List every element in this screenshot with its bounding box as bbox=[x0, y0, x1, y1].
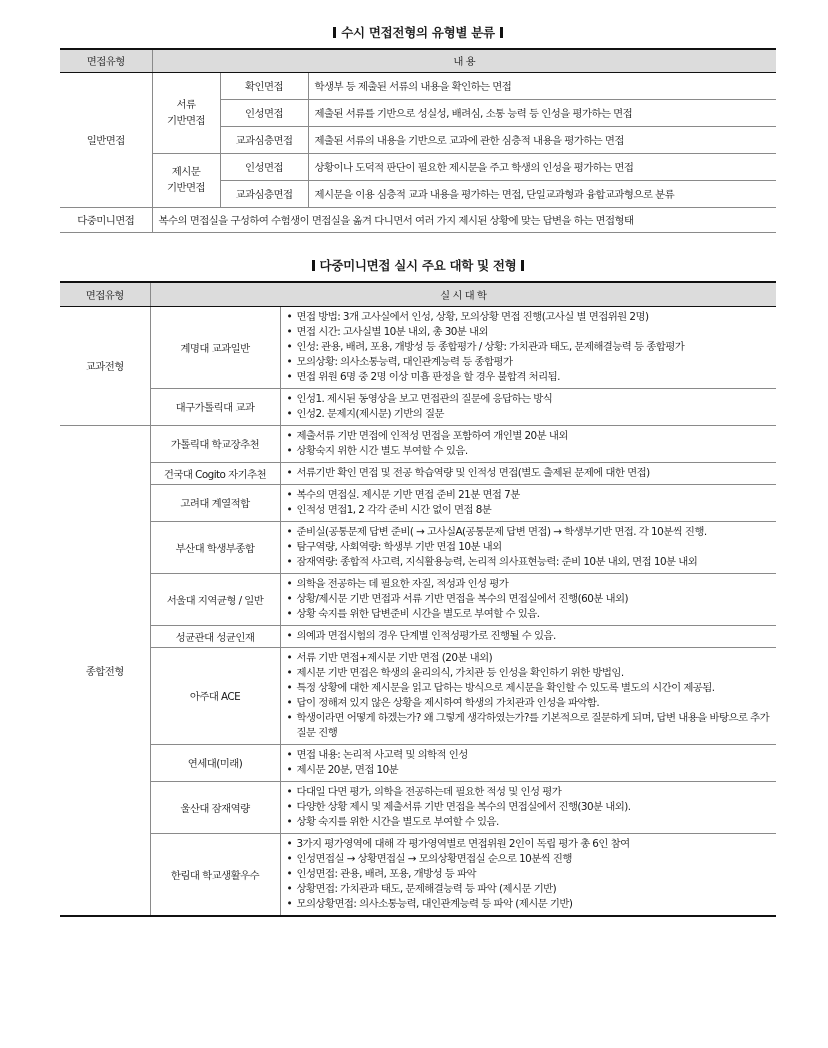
detail-list bbox=[287, 748, 771, 778]
list-item: • 상황 숙지를 위한 시간을 별도로 부여할 수 있음. bbox=[287, 815, 771, 830]
list-item: • 인적성 면접1, 2 각각 준비 시간 없이 면접 8분 bbox=[287, 503, 771, 518]
detail-list bbox=[287, 785, 771, 830]
list-item: • 특정 상황에 대한 제시문을 읽고 답하는 방식으로 제시문을 확인할 수 있도록 별도의 시간이 제공됨. bbox=[287, 681, 771, 696]
table-row bbox=[60, 425, 776, 462]
detail-cell bbox=[280, 462, 776, 484]
list-item: • 잠재역량: 종합적 사고력, 지식활용능력, 논리적 의사표현능력: 준비 10분 내외, 면접 10분 내외 bbox=[287, 555, 771, 570]
list-item: • 면접 내용: 논리적 사고력 및 의학적 인성 bbox=[287, 748, 771, 763]
table1-header-type: 면접유형 bbox=[60, 49, 152, 72]
university-cell: 부산대 학생부종합 bbox=[150, 521, 280, 573]
description-cell: 상황이나 도덕적 판단이 필요한 제시문을 주고 학생의 인성을 평가하는 면접 bbox=[308, 153, 776, 180]
list-item: • 제출서류 기반 면접에 인적성 면접을 포함하여 개인별 20분 내외 bbox=[287, 429, 771, 444]
table1-header-row bbox=[60, 49, 776, 72]
table2-title bbox=[60, 251, 776, 281]
subtype-cell: 확인면접 bbox=[220, 72, 308, 99]
table-row bbox=[60, 647, 776, 744]
table-row bbox=[60, 462, 776, 484]
table-row bbox=[60, 781, 776, 833]
table-row bbox=[60, 388, 776, 425]
table2-section bbox=[60, 251, 776, 917]
list-item: • 제시문 기반 면접은 학생의 윤리의식, 가치관 등 인성을 확인하기 위한 방법임. bbox=[287, 666, 771, 681]
detail-cell bbox=[280, 521, 776, 573]
detail-list bbox=[287, 310, 771, 385]
group-label: 종합전형 bbox=[60, 425, 150, 916]
detail-cell bbox=[280, 425, 776, 462]
detail-cell bbox=[280, 573, 776, 625]
detail-list bbox=[287, 429, 771, 459]
university-cell: 연세대(미래) bbox=[150, 744, 280, 781]
table-row bbox=[60, 72, 776, 99]
university-cell: 가톨릭대 학교장추천 bbox=[150, 425, 280, 462]
subtype-cell: 인성면접 bbox=[220, 153, 308, 180]
university-cell: 한림대 학교생활우수 bbox=[150, 833, 280, 916]
table1-header-content: 내 용 bbox=[152, 49, 776, 72]
table-row bbox=[60, 521, 776, 573]
university-cell: 고려대 계열적합 bbox=[150, 484, 280, 521]
list-item: • 인성면접실 → 상황면접실 → 모의상황면접실 순으로 10분씩 진행 bbox=[287, 852, 771, 867]
subtype-cell: 인성면접 bbox=[220, 99, 308, 126]
list-item: • 면접 위원 6명 중 2명 이상 미흡 판정을 할 경우 불합격 처리됨. bbox=[287, 370, 771, 385]
university-cell: 성균관대 성균인재 bbox=[150, 625, 280, 647]
university-cell: 계명대 교과일반 bbox=[150, 306, 280, 388]
general-interview-label: 일반면접 bbox=[60, 72, 152, 207]
table-row bbox=[60, 207, 776, 232]
description-cell: 학생부 등 제출된 서류의 내용을 확인하는 면접 bbox=[308, 72, 776, 99]
description-cell: 제시문을 이용 심층적 교과 내용을 평가하는 면접, 단일교과형과 융합교과형으로 분류 bbox=[308, 180, 776, 207]
detail-cell bbox=[280, 625, 776, 647]
title-bar-right bbox=[521, 260, 524, 271]
university-cell: 대구가톨릭대 교과 bbox=[150, 388, 280, 425]
detail-cell bbox=[280, 388, 776, 425]
list-item: • 답이 정해져 있지 않은 상황을 제시하여 학생의 가치관과 인성을 파악함. bbox=[287, 696, 771, 711]
table-row bbox=[60, 625, 776, 647]
list-item: • 면접 방법: 3개 고사실에서 인성, 상황, 모의상황 면접 진행(고사실 별 면접위원 2명) bbox=[287, 310, 771, 325]
table-row bbox=[60, 573, 776, 625]
table1-title bbox=[60, 20, 776, 48]
list-item: • 의학을 전공하는 데 필요한 자질, 적성과 인성 평가 bbox=[287, 577, 771, 592]
list-item: • 모의상황: 의사소통능력, 대인관계능력 등 종합평가 bbox=[287, 355, 771, 370]
detail-list bbox=[287, 488, 771, 518]
mmi-label: 다중미니면접 bbox=[60, 207, 152, 232]
table-row bbox=[60, 153, 776, 180]
list-item: • 상황/제시문 기반 면접과 서류 기반 면접을 복수의 면접실에서 진행(60분 내외) bbox=[287, 592, 771, 607]
list-item: • 복수의 면접실. 제시문 기반 면접 준비 21분 면접 7분 bbox=[287, 488, 771, 503]
detail-cell bbox=[280, 744, 776, 781]
title-bar-left bbox=[333, 27, 336, 38]
document-based-label: 서류 기반면접 bbox=[152, 72, 220, 153]
list-item: • 제시문 20분, 면접 10분 bbox=[287, 763, 771, 778]
list-item: • 면접 시간: 고사실별 10분 내외, 총 30분 내외 bbox=[287, 325, 771, 340]
list-item: • 학생이라면 어떻게 하겠는가? 왜 그렇게 생각하였는가?를 기본적으로 질문하게 되며, 답변 내용을 바탕으로 추가 질문 진행 bbox=[287, 711, 771, 741]
table-row bbox=[60, 484, 776, 521]
table1-section bbox=[60, 20, 776, 233]
detail-list bbox=[287, 837, 771, 912]
list-item: • 상황면접: 가치관과 태도, 문제해결능력 등 파악 (제시문 기반) bbox=[287, 882, 771, 897]
list-item: • 준비실(공통문제 답변 준비( → 고사실A(공통문제 답변 면접) → 학생부기반 면접. 각 10분씩 진행. bbox=[287, 525, 771, 540]
title-bar-right bbox=[500, 27, 503, 38]
table1-title-text: 수시 면접전형의 유형별 분류 bbox=[341, 25, 495, 40]
list-item: • 3가지 평가영역에 대해 각 평가영역별로 면접위원 2인이 독립 평가 총 6인 참여 bbox=[287, 837, 771, 852]
detail-list bbox=[287, 651, 771, 741]
list-item: • 인성2. 문제지(제시문) 기반의 질문 bbox=[287, 407, 771, 422]
prompt-based-label: 제시문 기반면접 bbox=[152, 153, 220, 207]
detail-cell bbox=[280, 484, 776, 521]
list-item: • 인성면접: 관용, 배려, 포용, 개방성 등 파악 bbox=[287, 867, 771, 882]
table-row bbox=[60, 744, 776, 781]
table2-header-content: 실 시 대 학 bbox=[150, 282, 776, 306]
detail-cell bbox=[280, 833, 776, 916]
table-row bbox=[60, 833, 776, 916]
table2-header-type: 면접유형 bbox=[60, 282, 150, 306]
table-row bbox=[60, 306, 776, 388]
detail-list bbox=[287, 629, 771, 644]
detail-list bbox=[287, 525, 771, 570]
title-bar-left bbox=[312, 260, 315, 271]
interview-type-table bbox=[60, 48, 776, 233]
university-cell: 건국대 Cogito 자기추천 bbox=[150, 462, 280, 484]
university-cell: 아주대 ACE bbox=[150, 647, 280, 744]
group-label: 교과전형 bbox=[60, 306, 150, 425]
description-cell: 제출된 서류를 기반으로 성실성, 배려심, 소통 능력 등 인성을 평가하는 면접 bbox=[308, 99, 776, 126]
subtype-cell: 교과심층면접 bbox=[220, 180, 308, 207]
list-item: • 서류 기반 면접+제시문 기반 면접 (20분 내외) bbox=[287, 651, 771, 666]
mmi-university-table bbox=[60, 281, 776, 917]
table2-header-row bbox=[60, 282, 776, 306]
detail-cell bbox=[280, 647, 776, 744]
detail-list bbox=[287, 577, 771, 622]
subtype-cell: 교과심층면접 bbox=[220, 126, 308, 153]
detail-list bbox=[287, 392, 771, 422]
list-item: • 탐구역량, 사회역량: 학생부 기반 면접 10분 내외 bbox=[287, 540, 771, 555]
list-item: • 의예과 면접시험의 경우 단계별 인적성평가로 진행될 수 있음. bbox=[287, 629, 771, 644]
list-item: • 다대일 다면 평가, 의학을 전공하는데 필요한 적성 및 인성 평가 bbox=[287, 785, 771, 800]
list-item: • 서류기반 확인 면접 및 전공 학습역량 및 인적성 면접(별도 출제된 문제에 대한 면접) bbox=[287, 466, 771, 481]
list-item: • 상황숙지 위한 시간 별도 부여할 수 있음. bbox=[287, 444, 771, 459]
detail-cell bbox=[280, 306, 776, 388]
list-item: • 모의상황면접: 의사소통능력, 대인관계능력 등 파악 (제시문 기반) bbox=[287, 897, 771, 912]
list-item: • 상황 숙지를 위한 답변준비 시간을 별도로 부여할 수 있음. bbox=[287, 607, 771, 622]
university-cell: 울산대 잠재역량 bbox=[150, 781, 280, 833]
list-item: • 인성1. 제시된 동영상을 보고 면접관의 질문에 응답하는 방식 bbox=[287, 392, 771, 407]
table2-title-text: 다중미니면접 실시 주요 대학 및 전형 bbox=[319, 258, 517, 273]
list-item: • 인성: 관용, 배려, 포용, 개방성 등 종합평가 / 상황: 가치관과 태도, 문제해결능력 등 종합평가 bbox=[287, 340, 771, 355]
mmi-description: 복수의 면접실을 구성하여 수험생이 면접실을 옮겨 다니면서 여러 가지 제시된 상황에 맞는 답변을 하는 면접형태 bbox=[152, 207, 776, 232]
list-item: • 다양한 상황 제시 및 제출서류 기반 면접을 복수의 면접실에서 진행(30분 내외). bbox=[287, 800, 771, 815]
detail-cell bbox=[280, 781, 776, 833]
description-cell: 제출된 서류의 내용을 기반으로 교과에 관한 심층적 내용을 평가하는 면접 bbox=[308, 126, 776, 153]
detail-list bbox=[287, 466, 771, 481]
university-cell: 서울대 지역균형 / 일반 bbox=[150, 573, 280, 625]
